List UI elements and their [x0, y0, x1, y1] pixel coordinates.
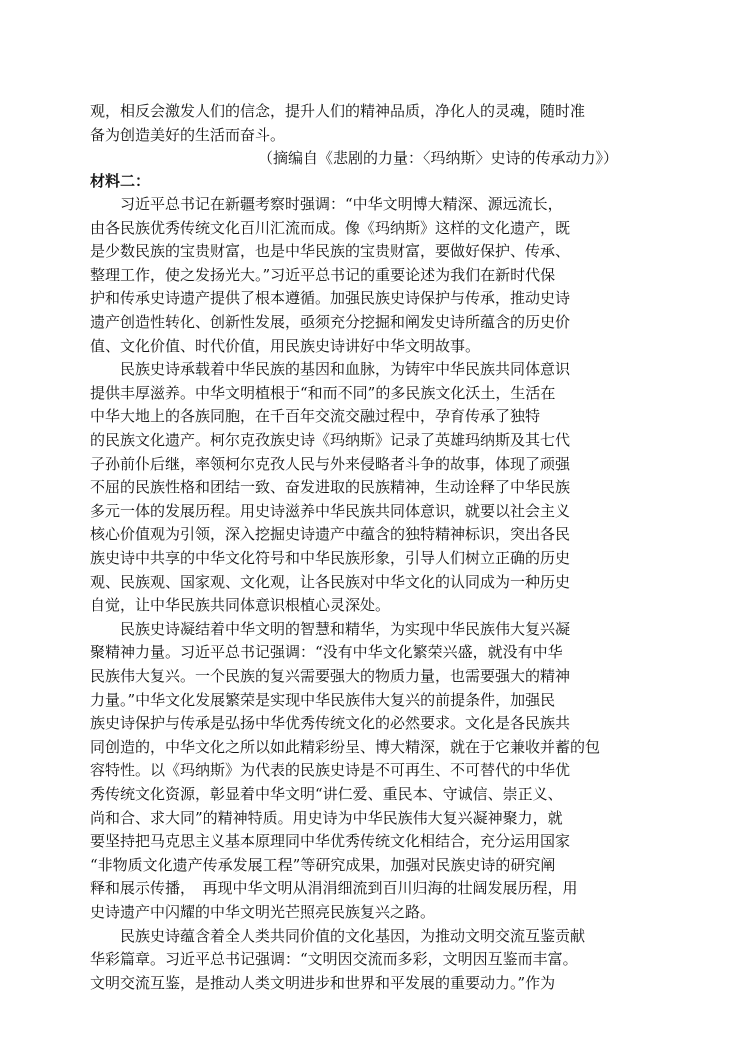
body-line: 整理工作，使之发扬光大。”习近平总书记的重要论述为我们在新时代保	[90, 265, 556, 284]
body-line: 同创造的，中华文化之所以如此精彩纷呈、博大精深，就在于它兼收并蓄的包	[90, 737, 601, 756]
body-line: 提供丰厚滋养。中华文明植根于“和而不同”的多民族文化沃土，生活在	[90, 383, 556, 402]
body-line: 民族史诗蕴含着全人类共同价值的文化基因，为推动文明交流互鉴贡献	[90, 926, 586, 945]
body-line: 子孙前仆后继，率领柯尔克孜人民与外来侵略者斗争的故事，体现了顽强	[90, 454, 571, 473]
body-line: 族史诗中共享的中华文化符号和中华民族形象，引导人们树立正确的历史	[90, 549, 571, 567]
body-line: 容特性。以《玛纳斯》为代表的民族史诗是不可再生、不可替代的中华优	[90, 761, 571, 780]
intro-tail-line-2: 备为创造美好的生活而奋斗。	[90, 126, 286, 144]
body-line: 值、文化价值、时代价值，用民族史诗讲好中华文明故事。	[90, 336, 481, 355]
body-line: 要坚持把马克思主义基本原理同中华优秀传统文化相结合，充分运用国家	[90, 832, 571, 851]
body-line: 中华大地上的各族同胞，在千百年交流交融过程中，孕育传承了独特	[90, 407, 541, 426]
body-line: 民族伟大复兴。一个民族的复兴需要强大的物质力量，也需要强大的精神	[90, 667, 571, 685]
body-line: 文明交流互鉴，是推动人类文明进步和世界和平发展的重要动力。”作为	[90, 973, 556, 992]
body-line: 民族史诗承载着中华民族的基因和血脉，为铸牢中华民族共同体意识	[90, 360, 571, 379]
body-line: 秀传统文化资源，彰显着中华文明“讲仁爱、重民本、守诚信、崇正义、	[90, 785, 563, 803]
body-line: 不屈的民族性格和团结一致、奋发进取的民族精神，生动诠释了中华民族	[90, 478, 571, 497]
body-line: 多元一体的发展历程。用史诗滋养中华民族共同体意识，就要以社会主义	[90, 501, 571, 520]
body-line: 聚精神力量。习近平总书记强调：“没有中华文化繁荣兴盛，就没有中华	[90, 643, 563, 662]
body-line: 观、民族观、国家观、文化观，让各民族对中华文化的认同成为一种历史	[90, 572, 571, 591]
material-heading: 材料二：	[90, 172, 151, 190]
body-line: 由各民族优秀传统文化百川汇流而成。像《玛纳斯》这样的文化遗产，既	[90, 218, 571, 237]
body-line: 自觉，让中华民族共同体意识根植心灵深处。	[90, 596, 391, 615]
body-line: 是少数民族的宝贵财富，也是中华民族的宝贵财富，要做好保护、传承、	[90, 242, 571, 261]
body-line: “非物质文化遗产传承发展工程”等研究成果，加强对民族史诗的研究阐	[90, 855, 556, 874]
body-line: 尚和合、求大同”的精神特质。用史诗为中华民族伟大复兴凝神聚力，就	[90, 808, 563, 827]
body-line: 释和展示传播， 再现中华文明从涓涓细流到百川归海的壮阔发展历程，用	[90, 879, 578, 898]
body-line: 习近平总书记在新疆考察时强调：“中华文明博大精深、源远流长，	[90, 195, 563, 213]
body-line: 的民族文化遗产。柯尔克孜族史诗《玛纳斯》记录了英雄玛纳斯及其七代	[90, 431, 571, 449]
body-line: 护和传承史诗遗产提供了根本遵循。加强民族史诗保护与传承，推动史诗	[90, 289, 571, 308]
intro-tail-line-1: 观，相反会激发人们的信念，提升人们的精神品质，净化人的灵魂，随时准	[90, 102, 586, 120]
body-line: 民族史诗凝结着中华文明的智慧和精华，为实现中华民族伟大复兴凝	[90, 619, 571, 638]
body-line: 遗产创造性转化、创新性发展，亟须充分挖掘和阐发史诗所蕴含的历史价	[90, 313, 571, 331]
body-line: 史诗遗产中闪耀的中华文明光芒照亮民族复兴之路。	[90, 903, 436, 921]
body-line: 华彩篇章。习近平总书记强调：“文明因交流而多彩，文明因互鉴而丰富。	[90, 950, 578, 969]
source-note: （摘编自《悲剧的力量：〈玛纳斯〉史诗的传承动力》）	[258, 149, 619, 167]
body-line: 族史诗保护与传承是弘扬中华优秀传统文化的必然要求。文化是各民族共	[90, 714, 571, 733]
body-line: 力量。”中华文化发展繁荣是实现中华民族伟大复兴的前提条件，加强民	[90, 690, 556, 709]
body-line: 核心价值观为引领，深入挖掘史诗遗产中蕴含的独特精神标识，突出各民	[90, 525, 571, 544]
